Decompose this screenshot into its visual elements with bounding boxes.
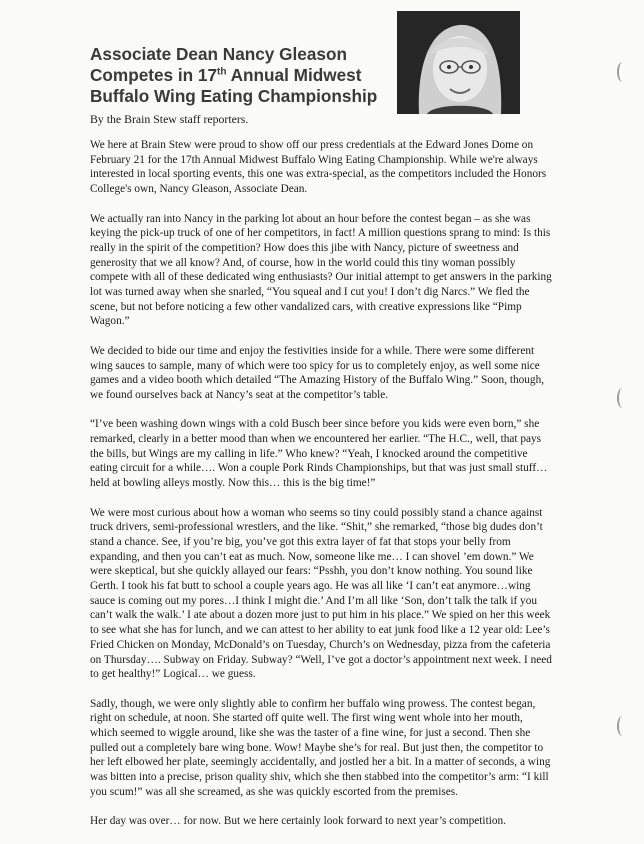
paragraph-2: We actually ran into Nancy in the parking lot about an hour before the contest began – as she was keying the pick-up truck of one of her competitors, in fact! A million questions sprang to mind: Is this really in the spirit of the competition? How does this jibe with Nancy, picture of sweetness and generosity that we all know? And, of course, how in the world could this tiny woman possibly compete with all of these dedicated wing enthusiasts? Our initial attempt to get answers in the parking lot was turned away when she snarled, “You squeal and I cut you! I don’t dig Narcs.” We fled the scene, but not before noticing a few other vandalized cars, with creative expressions like “Pimp Wagon.” — [90, 212, 552, 328]
article-body — [90, 138, 552, 844]
binder-hole-middle — [617, 388, 628, 408]
binder-hole-bottom — [617, 716, 628, 736]
binder-hole-top — [617, 62, 628, 82]
paragraph-3: We decided to bide our time and enjoy the festivities inside for a while. There were some different wing sauces to sample, many of which were too spicy for us to completely enjoy, as well some nice games and a video booth which detailed “The Amazing History of the Buffalo Wing.” Soon, though, we found ourselves back at Nancy’s seat at the competitor’s table. — [90, 344, 545, 401]
paragraph-1: We here at Brain Stew were proud to show off our press credentials at the Edward Jones Dome on February 21 for the 17th Annual Midwest Buffalo Wing Eating Championship. While we're always interested in local sporting events, this one was extra-special, as the competitors included the Honors College's own, Nancy Gleason, Associate Dean. — [90, 139, 547, 196]
byline: By the Brain Stew staff reporters. — [90, 112, 249, 126]
paragraph-5: We were most curious about how a woman who seems so tiny could possibly stand a chance against truck drivers, semi-professional wrestlers, and the like. “Shit,” she remarked, “those big dudes don’t stand a chance. See, if you’re big, you’ve got this extra layer of fat that stops your belly from expanding, and then you can’t eat as much. Now, someone like me… I can shovel ’em down.” We were skeptical, but she quickly allayed our fears: “Psshh, you don’t know nothing. You sound like Gerth. I took his fat butt to school a couple years ago. He was all like ‘I can’t eat anymore…wing sauce is coming out my pores…I think I might die.’ And I’m all like ‘Son, don’t talk the talk if you can’t walk the walk.’ I ate about a dozen more just to put him in his place.” We spied on her this week to see what she has for lunch, and we can attest to her ability to eat junk food like a 12 year old: Lee’s Fried Chicken on Monday, McDonald’s on Tuesday, Church’s on Wednesday, pizza from the cafeteria on Thursday…. Subway on Friday. Subway? “Well, I’ve got a doctor’s appointment next week. I need to get healthy!” Logical… we guess. — [90, 506, 552, 681]
title-text-part1: Associate Dean Nancy Gleason Competes in 17 — [90, 44, 347, 85]
portrait-photo — [397, 11, 520, 114]
title-ordinal-suffix: th — [217, 66, 227, 78]
title-text-part2: Annual Midwest Buffalo Wing Eating Championship — [90, 65, 378, 106]
paragraph-4: “I’ve been washing down wings with a cold Busch beer since before you kids were even born,” she remarked, clearly in a better mood than when we encountered her earlier. “The H.C., well, that pays the bills, but Wings are my calling in life.” Who knew? “Yeah, I knocked around the competitive eating circuit for a while…. Won a couple Pork Rinds Championships, but that was just small stuff… held at bowling alleys mostly. Now this… this is the big time!” — [90, 418, 548, 490]
paragraph-7: Her day was over… for now. But we here certainly look forward to next year’s competition. — [90, 815, 506, 828]
paragraph-6: Sadly, though, we were only slightly able to confirm her buffalo wing prowess. The contest began, right on schedule, at noon. She started off quite well. The first wing went whole into her mouth, which seemed to wiggle around, like she was the taster of a fine wine, for just a second. Then she pulled out a completely bare wing bone. Wow! Maybe she’s for real. But just then, the competitor to her left elbowed her plate, seemingly accidentally, and jostled her a bit. In a matter of seconds, a wing was bitten into a precise, prison quality shiv, which she then stabbed into the competitor’s arm: “I kill you scum!” was all she screamed, as she was quickly escorted from the premises. — [90, 697, 551, 798]
article-title — [90, 44, 400, 107]
